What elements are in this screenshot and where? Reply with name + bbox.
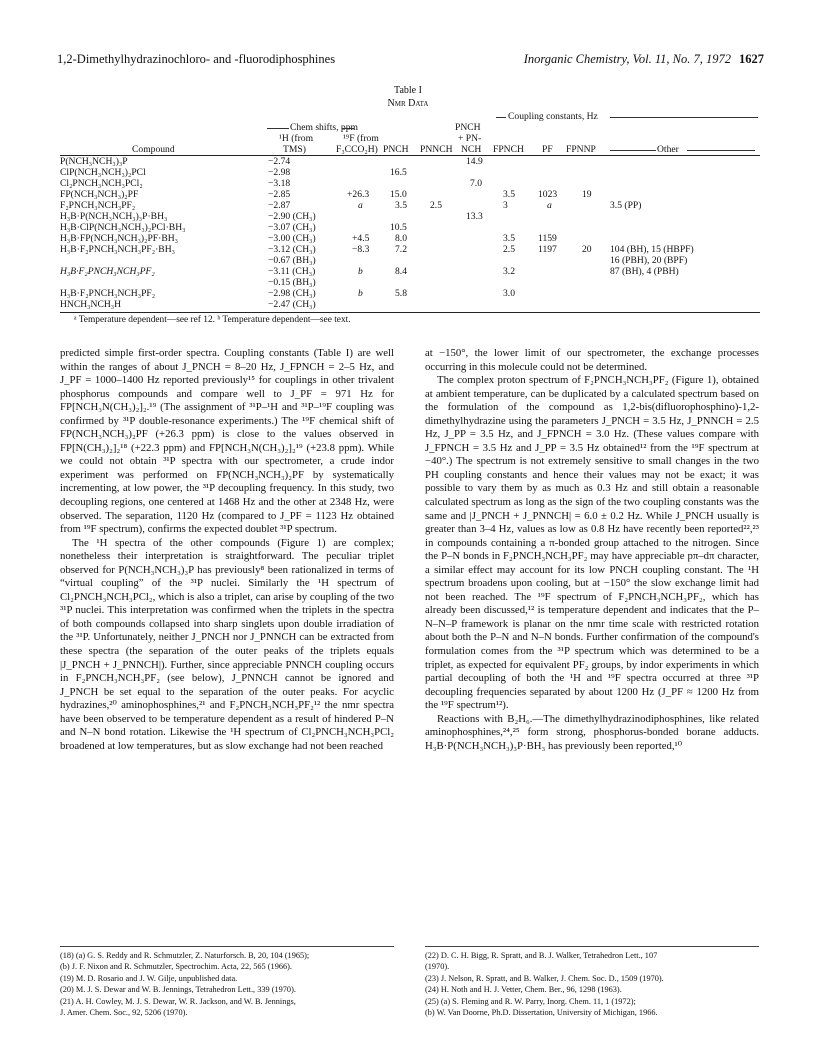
coupling-rule-right — [610, 117, 758, 118]
cell-pnch: 8.0 — [395, 233, 407, 244]
table-footnotes: ᵃ Temperature dependent—see ref 12. ᵇ Temperature dependent—see text. — [74, 315, 351, 325]
cell-fpnch: 2.5 — [503, 244, 515, 255]
cell-h-shift: −2.98 — [268, 167, 291, 178]
cell-fpnnp: 19 — [582, 189, 592, 200]
cell-h-shift: −3.07 (CH₃) — [268, 222, 316, 233]
references-right — [425, 950, 664, 1018]
reference: (18) (a) G. S. Reddy and R. Schmutzler, Z. Naturforsch. B, 20, 104 (1965); — [60, 951, 310, 960]
paragraph: predicted simple first-order spectra. Coupling constants (Table I) are well within the ranges of about J_PNCH = 8–20 Hz, J_FPNCH = 2–5 Hz, and J_PF = 1000–1400 Hz reported previously¹⁵ for couplings in other trivalent phosphorus compounds and compare well to J_PF = 971 Hz for FP[NCH₃N(CH₃)₂]₂.¹⁹ (The assignment of ³¹P–¹H and ³¹P–¹⁹F coupling was confirmed by ³¹P double-resonance experiments.) The ¹⁹F chemical shift of FP(NCH₃NCH₃)₂PF (+26.3 ppm) is close to the values observed in FP[N(CH₃)₂]₂¹⁸ (+22.3 ppm) and FP[NCH₃N(CH₃)₂]₂¹⁹ (+23.8 ppm). While we could not obtain ³¹P spectra with our spectrometer, a crude indor experiment was performed on FP(NCH₃NCH₃)₂PF by systematically incrementing, at low power, the ³¹P decoupling frequency. In this study, two decoupling regions, one centered at 1468 Hz and the other at 2348 Hz, were observed. The separation, 1120 Hz (compared to J_PF = 1123 Hz obtained from ¹⁹F spectrum), confirms the expected doublet ³¹P spectrum. — [60, 347, 394, 536]
cell-other: 87 (BH), 4 (PBH) — [610, 266, 679, 277]
cell-h-shift: −2.90 (CH₃) — [268, 211, 316, 222]
reference: (22) D. C. H. Bigg, R. Spratt, and B. J. Walker, Tetrahedron Lett., 107 — [425, 951, 658, 960]
journal-citation — [524, 52, 764, 67]
pnch-top-header: PNCH — [455, 122, 481, 133]
references-left — [60, 950, 309, 1018]
cell-h-shift: −2.85 — [268, 189, 291, 200]
cell-compound: H₃B·F₂PNCH₃NCH₃PF₂ — [60, 288, 156, 299]
reference: (19) M. D. Rosario and J. W. Gilje, unpublished data. — [60, 973, 238, 983]
right-column — [425, 347, 759, 753]
refs-rule-right — [425, 946, 759, 947]
reference: (20) M. J. S. Dewar and W. B. Jennings, Tetrahedron Lett., 339 (1970). — [60, 985, 296, 995]
cell-compound: H₃B·ClP(NCH₃NCH₃)₂PCl·BH₃ — [60, 222, 186, 233]
cell-f-shift: b — [358, 266, 363, 277]
table-title: Nmr Data — [387, 98, 429, 109]
f-ref-header: F₃CCO₂H) — [336, 144, 378, 155]
cell-other: 104 (BH), 15 (HBPF) — [610, 244, 694, 255]
cell-pnch-sum: 14.9 — [466, 156, 483, 167]
cell-pf: 1159 — [538, 233, 557, 244]
cell-pf: a — [547, 200, 552, 211]
pnch-mid-header: + PN- — [458, 133, 482, 144]
other-rule-left — [610, 150, 656, 151]
cell-h-shift: −2.74 — [268, 156, 291, 167]
reference: (b) J. F. Nixon and R. Schmutzler, Spectrochim. Acta, 22, 565 (1966). — [60, 962, 292, 972]
cell-h-shift: −3.00 (CH₃) — [268, 233, 316, 244]
cell-h-shift: −0.67 (BH₃) — [268, 255, 316, 266]
cell-compound: H₃B·FP(NCH₃NCH₃)₂PF·BH₃ — [60, 233, 179, 244]
cell-h-shift: −3.18 — [268, 178, 291, 189]
cell-fpnch: 3.5 — [503, 233, 515, 244]
cell-compound: ClP(NCH₃NCH₃)₂PCl — [60, 167, 146, 178]
cell-pnch: 3.5 — [395, 200, 407, 211]
cell-f-shift: +26.3 — [347, 189, 370, 200]
running-title: 1,2-Dimethylhydrazinochloro- and -fluorodiphosphines — [57, 52, 336, 66]
cell-f-shift: b — [358, 288, 363, 299]
col-pnnch: PNNCH — [420, 144, 453, 155]
coupling-header: Coupling constants, Hz — [508, 111, 598, 122]
cell-fpnch: 3.0 — [503, 288, 515, 299]
cell-pnch: 5.8 — [395, 288, 407, 299]
paragraph: The ¹H spectra of the other compounds (Figure 1) are complex; nonetheless their interpretation is straightforward. The peculiar triplet observed for P(NCH₃NCH₃)₃P has previously⁸ been rationalized in terms of “virtual coupling” of the ³¹P nuclei. Similarly the ¹H spectrum of Cl₂PNCH₃NCH₃PCl₂, which is also a triplet, can arise by coupling of the two ³¹P nuclei. This interpretation was confirmed when the triplets in the spectra of both compounds collapsed into sharp singlets upon double irradiation of the ³¹P. Unfortunately, neither J_PNCH nor J_PNNCH can be extracted from these spectra (the separation of the outer peaks of the triplets equals |J_PNCH + J_PNNCH|). Further, since appreciable PNNCH coupling occurs in F₂PNCH₃NCH₃PF₂ (see below), J_PNNCH cannot be ignored and J_PNCH be set equal to the separation of the outer peaks. For acyclic hydrazines,²⁰ aminophosphines,²¹ and F₂PNCH₃NCH₃PF₂¹² the nmr spectra have been observed to be temperature dependent as a result of hindered P–N and N–N bond rotation. Likewise the ¹H spectrum of Cl₂PNCH₃NCH₃PCl₂ broadened at low temperatures, but as slow exchange had not been reached — [60, 536, 394, 752]
reference: (21) A. H. Cowley, M. J. S. Dewar, W. R. Jackson, and W. B. Jennings, — [60, 996, 296, 1006]
cell-fpnnp: 20 — [582, 244, 592, 255]
cell-pnch: 16.5 — [390, 167, 407, 178]
cell-pf: 1023 — [538, 189, 558, 200]
paragraph: The complex proton spectrum of F₂PNCH₃NCH₃PF₂ (Figure 1), obtained at ambient temperature, can be duplicated by a calculated spectrum based on the formulation of the compound as 1,2-bis(difluorophosphino)-1,2-dimethylhydrazine using the parameters J_PNCH = 3.5 Hz, J_PNNCH = 2.5 Hz, J_PP = 3.5 Hz, and J_FPNCH = 3.0 Hz. (These values compare with J_FPNCH = 3.5 Hz and J_PP = 3.5 Hz obtained¹² from the ¹⁹F spectrum at −40°.) The spectrum is not extremely sensitive to small changes in the two PH coupling constants and hence their values may not be exact; it was possible to vary them by as much as 0.3 Hz and still obtain a reasonable calculated spectrum as long as the sign of the two coupling constants was the same and |J_PNCH + J_PNNCH| = 6.0 ± 0.2 Hz. While J_PNCH usually is greater than 3–4 Hz, values as low as 0.8 Hz have recently been reported²²,²³ in compounds containing a π-bonded group attached to the nitrogen. Since the P–N bonds in F₂PNCH₃NCH₃PF₂ may have appreciable pπ–dπ character, a similar effect may account for its low PNCH coupling constant. The ¹H spectrum broadens upon cooling, but at −150° the slow exchange limit had not been reached. The ¹⁹F spectrum of F₂PNCH₃NCH₃PF₂, which has already been discussed,¹² is temperature dependent and indicates that the P–N–N–P framework is planar on the nmr time scale with restricted rotation about both the P–N and N–N bonds. Further confirmation of the compound's formulation comes from the ³¹P spectrum which was determined to be a triplet, as expected for equivalent PF₂ groups, by indor experiments in which partial decoupling of both the ¹H and ¹⁹F spectra occurred at three ³¹P decoupling frequencies separated by about 1200 Hz (J_PF ≈ 1200 Hz from the ¹⁹F spectrum¹²). — [425, 374, 759, 712]
coupling-rule-left — [496, 117, 506, 118]
cell-f-shift: −8.3 — [352, 244, 370, 255]
table-label: Table I — [394, 85, 422, 96]
journal-name: Inorganic Chemistry, Vol. 11, No. 7, 1972 — [523, 52, 731, 66]
cell-pnch: 15.0 — [390, 189, 407, 200]
cell-pnch-sum: 7.0 — [470, 178, 482, 189]
cell-h-shift: −2.47 (CH₃) — [268, 299, 316, 310]
paragraph: Reactions with B₂H₆.—The dimethylhydrazinodiphosphines, like related aminophosphines,²⁴,²⁵ form strong, phosphorus-bonded borane adducts. H₃B·P(NCH₃NCH₃)₃P·BH₃ has previously been reported,¹⁰ — [425, 712, 759, 752]
col-nch: NCH — [461, 144, 482, 155]
cell-compound: HNCH₃NCH₃H — [60, 299, 122, 310]
cell-pnch: 10.5 — [390, 222, 407, 233]
tms-header: TMS) — [283, 144, 306, 155]
cell-other: 3.5 (PP) — [610, 200, 642, 211]
left-column — [60, 347, 394, 753]
cell-pnch: 7.2 — [395, 244, 407, 255]
cell-pnnch: 2.5 — [430, 200, 442, 211]
col-pnch: PNCH — [383, 144, 409, 155]
paragraph: at −150°, the lower limit of our spectrometer, the exchange processes occurring in this molecule could not be determined. — [425, 347, 759, 373]
cell-h-shift: −2.98 (CH₃) — [268, 288, 316, 299]
cell-compound: P(NCH₃NCH₃)₃P — [60, 156, 128, 167]
other-rule-right — [687, 150, 755, 151]
shift-rule-left — [267, 128, 289, 129]
table-bottom-rule — [60, 312, 760, 313]
cell-fpnch: 3.2 — [503, 266, 515, 277]
cell-h-shift: −2.87 — [268, 200, 291, 211]
cell-h-shift: −3.12 (CH₃) — [268, 244, 316, 255]
cell-compound: H₃B·P(NCH₃NCH₃)₃P·BH₃ — [60, 211, 168, 222]
cell-compound: FP(NCH₃NCH₃)₂PF — [60, 189, 139, 200]
col-fpnch: FPNCH — [493, 144, 524, 155]
h-from-header: ¹H (from — [279, 133, 314, 144]
cell-pnch-sum: 13.3 — [466, 211, 483, 222]
refs-rule-left — [60, 946, 394, 947]
cell-compound: Cl₂PNCH₃NCH₃PCl₂ — [60, 178, 143, 189]
cell-f-shift: +4.5 — [352, 233, 370, 244]
col-compound: Compound — [132, 144, 175, 155]
cell-fpnch: 3.5 — [503, 189, 515, 200]
reference: (24) H. Noth and H. J. Vetter, Chem. Ber., 96, 1298 (1963). — [425, 985, 622, 995]
reference: J. Amer. Chem. Soc., 92, 5206 (1970). — [60, 1008, 188, 1018]
reference: (25) (a) S. Fleming and R. W. Parry, Inorg. Chem. 11, 1 (1972); — [425, 996, 636, 1006]
page-number: 1627 — [739, 52, 764, 66]
cell-h-shift: −3.11 (CH₃) — [268, 266, 316, 277]
col-other: Other — [657, 144, 679, 155]
cell-other: 16 (PBH), 20 (BPF) — [610, 255, 688, 266]
col-pf: PF — [542, 144, 553, 155]
cell-pnch: 8.4 — [395, 266, 407, 277]
reference: (b) W. Van Doorne, Ph.D. Dissertation, University of Michigan, 1966. — [425, 1008, 658, 1018]
shift-rule-right — [342, 128, 354, 129]
table-header-rule — [60, 155, 760, 156]
cell-compound: H₃B·F₂PNCH₃NCH₃PF₂·BH₃ — [60, 244, 175, 255]
cell-compound: H₃B·F₂PNCH₃NCH₃PF₂ — [60, 266, 155, 277]
cell-pf: 1197 — [538, 244, 557, 255]
cell-compound: F₂PNCH₃NCH₃PF₂ — [60, 200, 136, 211]
cell-f-shift: a — [358, 200, 363, 211]
reference: (23) J. Nelson, R. Spratt, and B. Walker, J. Chem. Soc. D., 1509 (1970). — [425, 973, 664, 983]
col-fpnnp: FPNNP — [566, 144, 596, 155]
f-from-header: ¹⁹F (from — [343, 133, 379, 144]
cell-fpnch: 3 — [503, 200, 508, 211]
cell-h-shift: −0.15 (BH₃) — [268, 277, 316, 288]
chem-shift-header: Chem shifts, ppm — [290, 122, 358, 133]
reference: (1970). — [425, 962, 450, 972]
